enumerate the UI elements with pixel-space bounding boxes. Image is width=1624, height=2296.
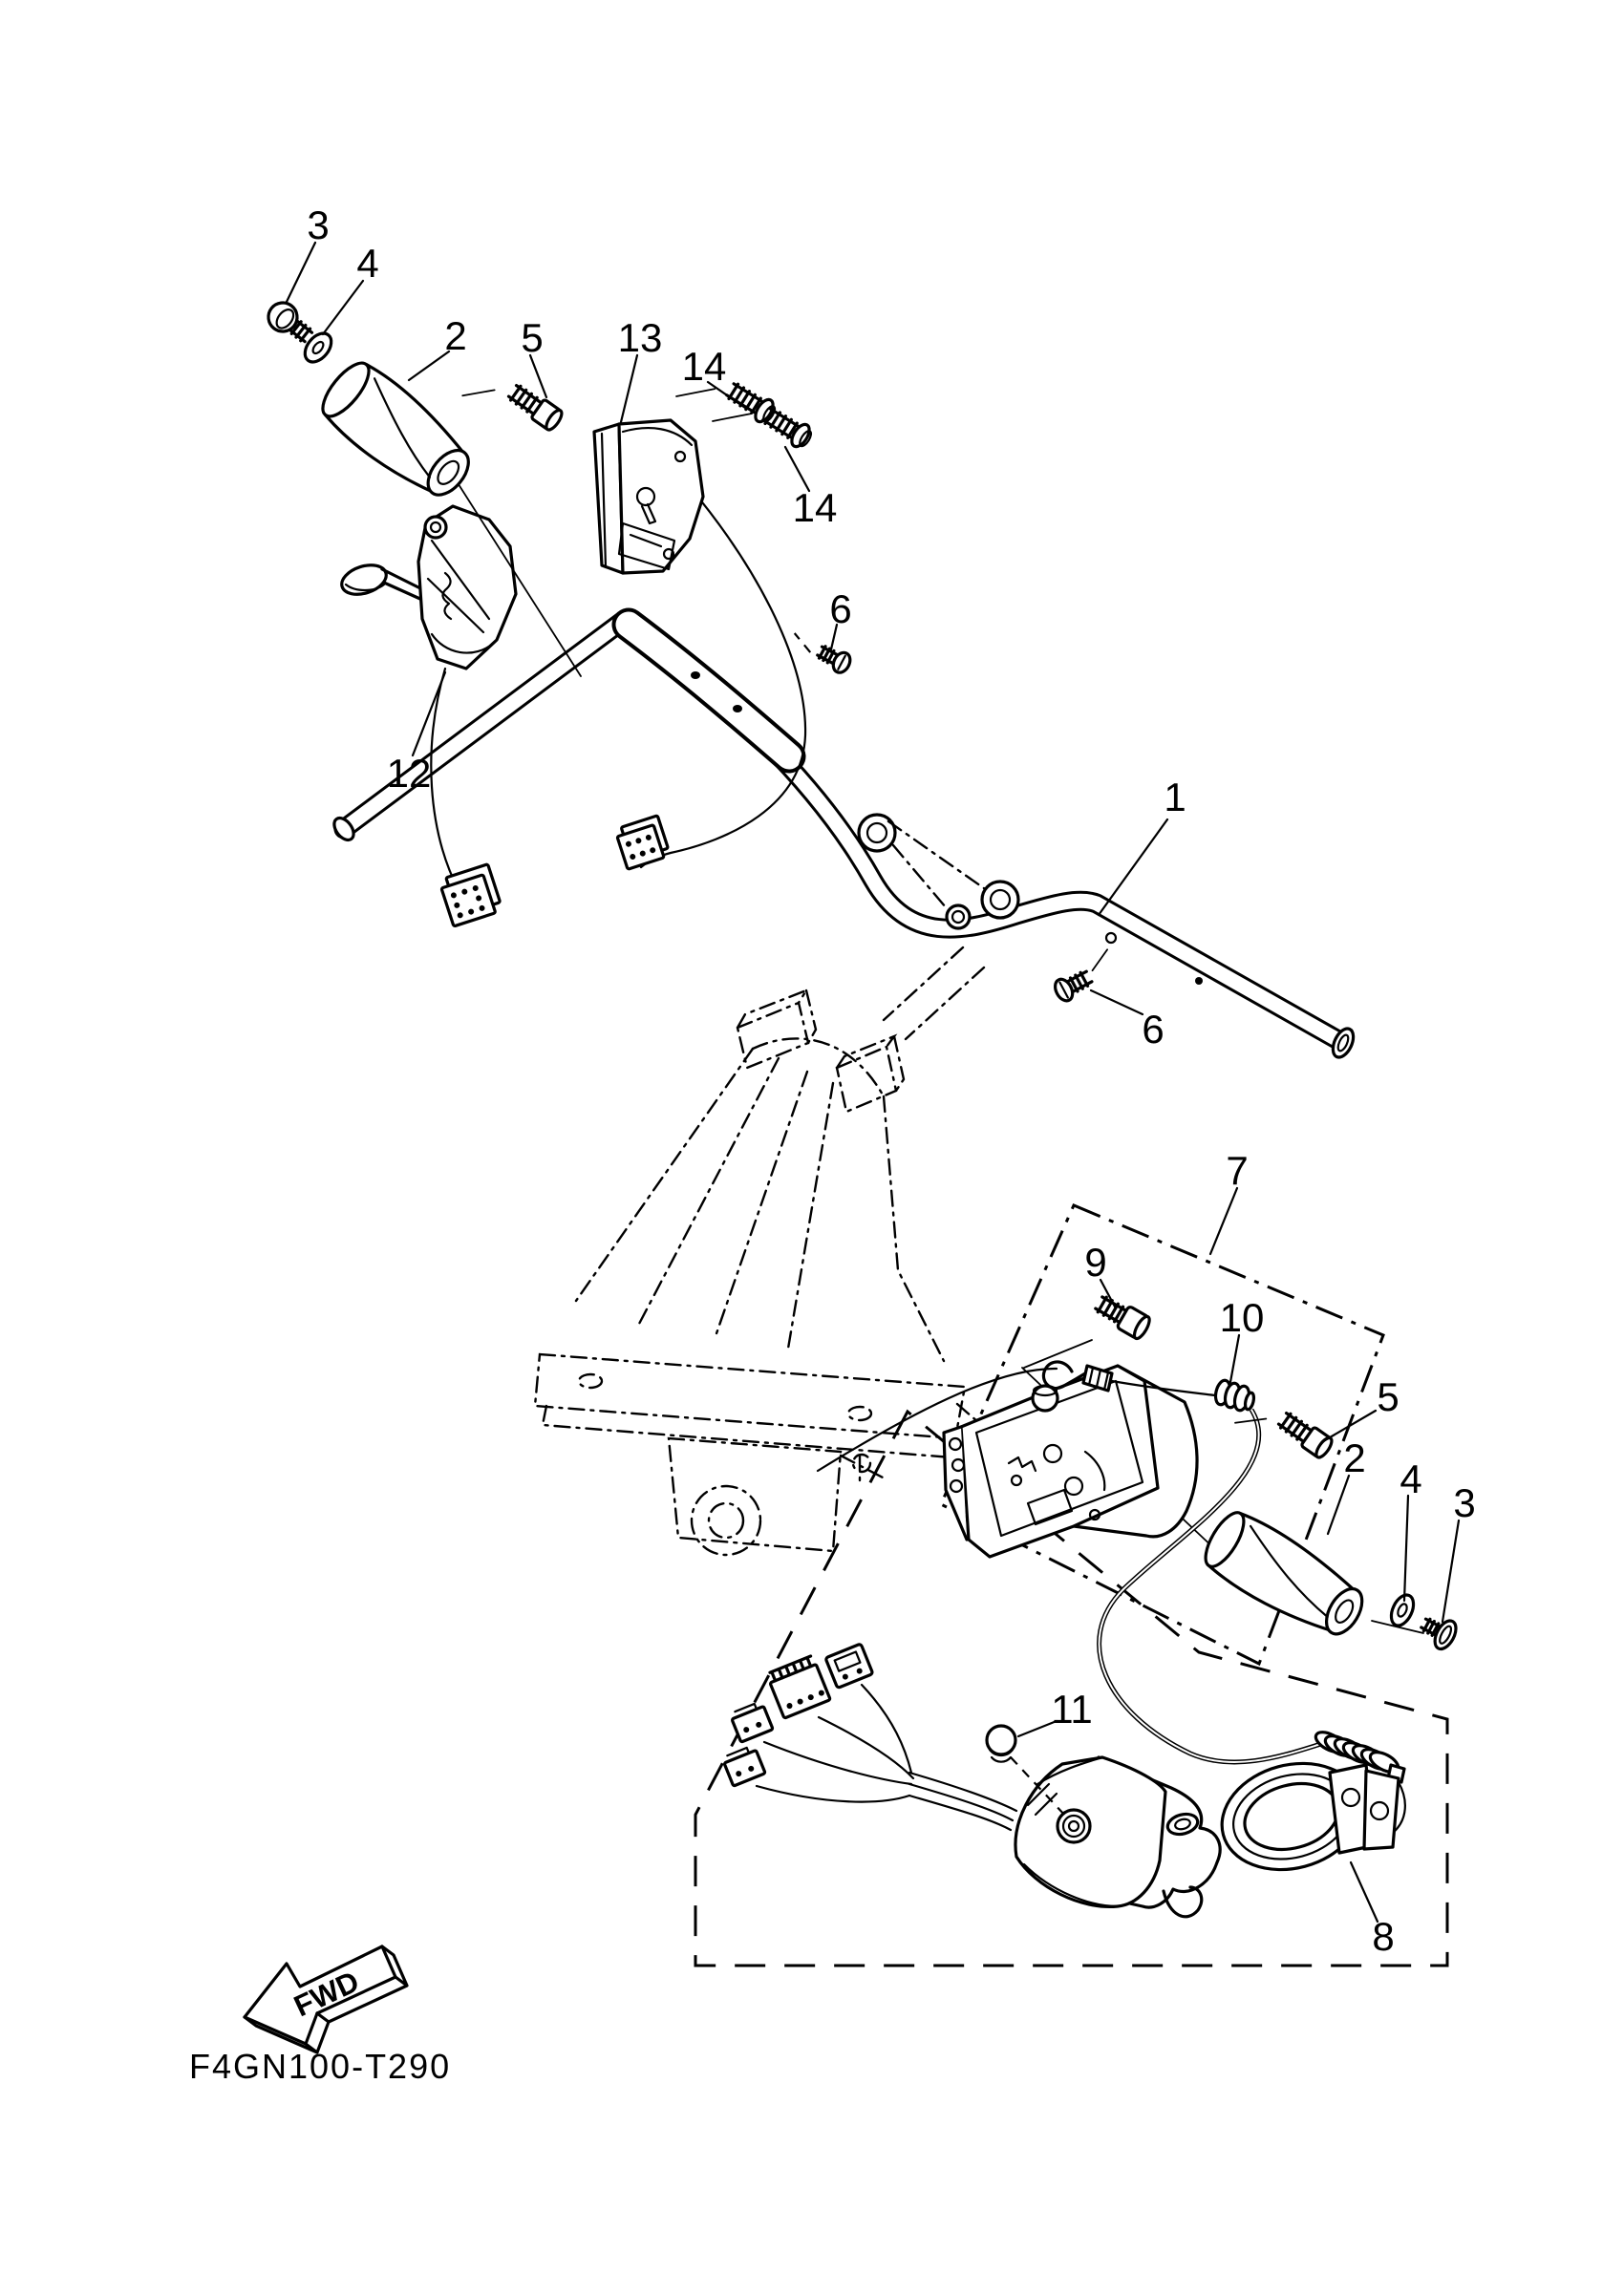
callout-label-14: 14 xyxy=(681,344,727,389)
callout-label-1: 1 xyxy=(1164,775,1186,819)
callout-label-2: 2 xyxy=(1343,1435,1366,1480)
housing-13 xyxy=(594,420,805,867)
connector-2pin-b xyxy=(722,1745,765,1786)
callout-label-3: 3 xyxy=(1453,1480,1476,1525)
lever-cable xyxy=(431,669,459,890)
screw-hole xyxy=(1106,933,1116,943)
handlebar xyxy=(331,621,1357,1060)
connector-6pin xyxy=(615,816,671,869)
callout-label-9: 9 xyxy=(1084,1240,1107,1285)
callout-label-12: 12 xyxy=(386,751,432,796)
screw-6-right xyxy=(1050,949,1120,1004)
callout-label-13: 13 xyxy=(617,315,663,360)
lever-assembly-12 xyxy=(338,506,516,890)
callout-label-3: 3 xyxy=(307,202,330,247)
connector-relay xyxy=(766,1655,830,1718)
callout-label-4: 4 xyxy=(1400,1456,1422,1501)
callout-label-2: 2 xyxy=(444,313,467,358)
switch-case-assembly xyxy=(722,1644,1220,1917)
callout-label-8: 8 xyxy=(1372,1914,1395,1959)
callout-label-10: 10 xyxy=(1219,1295,1265,1340)
connector-4pin xyxy=(825,1644,873,1689)
callout-label-5: 5 xyxy=(521,315,544,360)
callout-label-5: 5 xyxy=(1377,1374,1400,1419)
fwd-arrow xyxy=(245,1946,407,2052)
grommet-10 xyxy=(1213,1379,1255,1413)
washer-4-right xyxy=(1387,1591,1418,1628)
bolt-5-left xyxy=(462,360,565,450)
callout-label-7: 7 xyxy=(1226,1148,1249,1193)
callout-label-6: 6 xyxy=(829,586,852,631)
throttle-case-assembly xyxy=(944,1292,1255,1582)
screw-6-top xyxy=(788,627,854,675)
callout-label-14: 14 xyxy=(792,485,838,530)
screw-3-right xyxy=(1417,1609,1461,1652)
bolt-9-pointer xyxy=(1024,1340,1092,1368)
diagram-code: F4GN100-T290 xyxy=(189,2047,452,2086)
bar-clamp-bosses xyxy=(859,815,1018,928)
callout-label-4: 4 xyxy=(356,241,379,286)
thumb-paddle xyxy=(338,560,390,599)
fwd-arrow-label: FWD xyxy=(288,1964,365,2024)
connector-8pin xyxy=(438,864,502,926)
callout-label-11: 11 xyxy=(1051,1687,1093,1732)
bolt-9 xyxy=(1093,1292,1152,1341)
callout-label-6: 6 xyxy=(1142,1007,1165,1052)
callout-labels xyxy=(307,202,1475,1959)
